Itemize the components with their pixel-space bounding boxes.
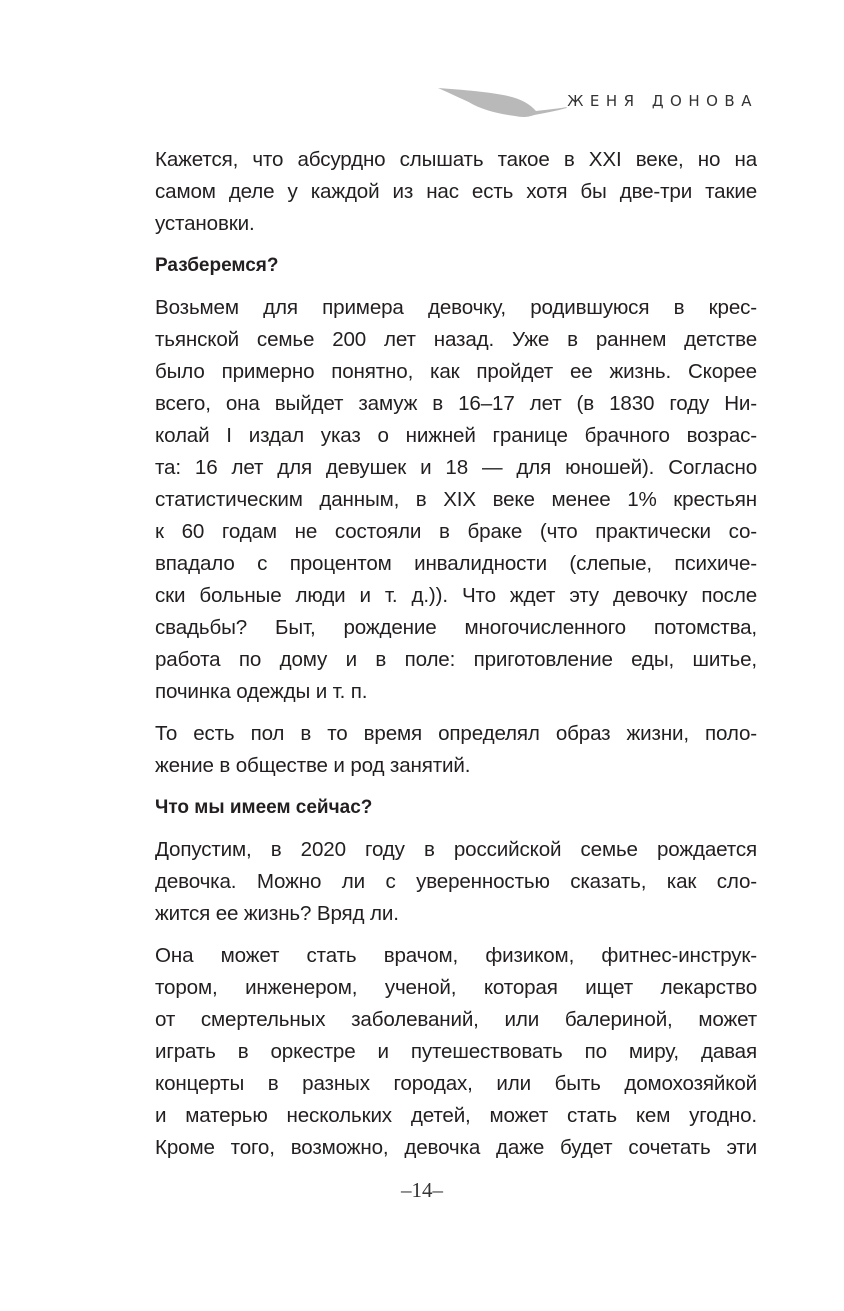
text-line: работа по дому и в поле: приготовление еды, шитье, bbox=[155, 648, 757, 671]
text-line: жится ее жизнь? Вряд ли. bbox=[155, 902, 399, 925]
text-line: самом деле у каждой из нас есть хотя бы две-три такие bbox=[155, 180, 757, 203]
text-line: девочка. Можно ли с уверенностью сказать, как сло- bbox=[155, 870, 757, 893]
text-line: к 60 годам не состояли в браке (что практически со- bbox=[155, 520, 757, 543]
text-line: Кроме того, возможно, девочка даже будет сочетать эти bbox=[155, 1136, 757, 1159]
author-name: ЖЕНЯ ДОНОВА bbox=[567, 92, 758, 110]
text-line: ски больные люди и т. д.)). Что ждет эту девочку после bbox=[155, 584, 757, 607]
paragraph bbox=[155, 292, 757, 708]
text-line: починка одежды и т. п. bbox=[155, 680, 368, 703]
running-header bbox=[438, 82, 758, 122]
paragraph bbox=[155, 834, 757, 930]
section-heading: Что мы имеем сейчас? bbox=[155, 797, 373, 818]
text-line: та: 16 лет для девушек и 18 — для юношей). Согласно bbox=[155, 456, 757, 479]
text-line: играть в оркестре и путешествовать по миру, давая bbox=[155, 1040, 757, 1063]
text-line: установки. bbox=[155, 212, 255, 235]
text-line: колай I издал указ о нижней границе брачного возрас- bbox=[155, 424, 757, 447]
text-line: впадало с процентом инвалидности (слепые, психиче- bbox=[155, 552, 757, 575]
text-line: жение в обществе и род занятий. bbox=[155, 754, 471, 777]
text-line: всего, она выйдет замуж в 16–17 лет (в 1830 году Ни- bbox=[155, 392, 757, 415]
text-line: Допустим, в 2020 году в российской семье рождается bbox=[155, 838, 757, 861]
section-heading: Разберемся? bbox=[155, 255, 279, 276]
page-body bbox=[155, 144, 757, 1164]
text-line: статистическим данным, в XIX веке менее 1% крестьян bbox=[155, 488, 757, 511]
text-line: свадьбы? Быт, рождение многочисленного потомства, bbox=[155, 616, 757, 639]
text-line: Она может стать врачом, физиком, фитнес-инструк- bbox=[155, 944, 757, 967]
text-line: тором, инженером, ученой, которая ищет лекарство bbox=[155, 976, 757, 999]
paragraph bbox=[155, 718, 757, 782]
page-number: –14– bbox=[401, 1178, 443, 1202]
text-line: от смертельных заболеваний, или балериной, может bbox=[155, 1008, 757, 1031]
paragraph bbox=[155, 144, 757, 240]
text-line: тьянской семье 200 лет назад. Уже в раннем детстве bbox=[155, 328, 757, 351]
text-line: То есть пол в то время определял образ жизни, поло- bbox=[155, 722, 757, 745]
text-line: было примерно понятно, как пройдет ее жизнь. Скорее bbox=[155, 360, 757, 383]
text-line: Кажется, что абсурдно слышать такое в XXI веке, но на bbox=[155, 148, 757, 171]
text-line: концерты в разных городах, или быть домохозяйкой bbox=[155, 1072, 757, 1095]
text-line: и матерью нескольких детей, может стать кем угодно. bbox=[155, 1104, 757, 1127]
paragraph bbox=[155, 940, 757, 1164]
feather-icon bbox=[438, 82, 578, 122]
text-line: Возьмем для примера девочку, родившуюся в крес- bbox=[155, 296, 757, 319]
